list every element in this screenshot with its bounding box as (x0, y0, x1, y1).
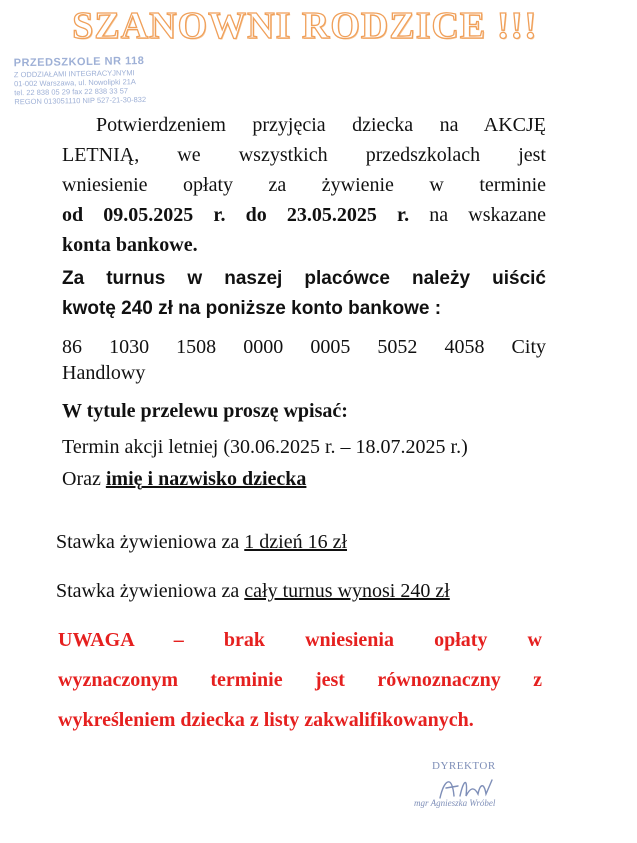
stamp-line: tel. 22 838 05 29 fax 22 838 33 57 (14, 86, 129, 98)
director-signature (408, 760, 528, 820)
transfer-title-heading: W tytule przelewu proszę wpisać: (62, 400, 348, 422)
transfer-term-line: Termin akcji letniej (30.06.2025 r. – 18.07.2025 r.) (62, 436, 468, 458)
warning-line: UWAGA – brak wniesienia opłaty w (58, 629, 542, 651)
stamp-line: 01-002 Warszawa, ul. Nowolipki 21A (13, 77, 136, 89)
account-number: 86 1030 1508 0000 0005 5052 4058 City (62, 336, 546, 358)
bank-accounts-label: konta bankowe. (62, 234, 198, 256)
intro-paragraph (62, 110, 546, 260)
payment-line: kwotę 240 zł na poniższe konto bankowe : (62, 298, 442, 319)
intro-line: Potwierdzeniem przyjęcia dziecka na AKCJĘ (96, 114, 546, 136)
institution-stamp (14, 55, 163, 107)
daily-rate: Stawka żywieniowa za 1 dzień 16 zł (56, 531, 348, 553)
full-rate-value: cały turnus wynosi 240 zł (244, 580, 450, 602)
intro-line-dates: od 09.05.2025 r. do 23.05.2025 r. na wskazane (62, 204, 546, 226)
payment-line: Za turnus w naszej placówce należy uiścić (62, 268, 546, 289)
intro-line (62, 230, 546, 260)
account-number-block (62, 334, 546, 386)
full-turnus-rate: Stawka żywieniowa za cały turnus wynosi 240 zł (56, 580, 450, 602)
intro-line: wniesienie opłaty za żywienie w terminie (62, 174, 546, 196)
warning-line: wykreśleniem dziecka z listy zakwalifikowanych. (58, 709, 474, 731)
intro-line: LETNIĄ, we wszystkich przedszkolach jest (62, 144, 546, 166)
daily-rate-value: 1 dzień 16 zł (244, 531, 348, 553)
warning-line: wyznaczonym terminie jest równoznaczny z (58, 669, 542, 691)
page-title: SZANOWNI RODZICE !!! (72, 5, 538, 47)
stamp-name: PRZEDSZKOLE NR 118 (13, 55, 145, 70)
transfer-name-line: Oraz imię i nazwisko dziecka (62, 468, 307, 490)
stamp-line: Z ODDZIAŁAMI INTEGRACYJNYMI (13, 68, 135, 80)
payment-instruction (62, 264, 546, 324)
signature-name: mgr Agnieszka Wróbel (414, 798, 496, 808)
payment-dates: od 09.05.2025 r. do 23.05.2025 r. (62, 204, 410, 226)
signature-title: DYREKTOR (432, 760, 496, 772)
child-name-requirement: imię i nazwisko dziecka (105, 468, 307, 490)
stamp-line: REGON 013051110 NIP 527-21-30-832 (14, 94, 147, 107)
bank-name: Handlowy (62, 362, 146, 384)
